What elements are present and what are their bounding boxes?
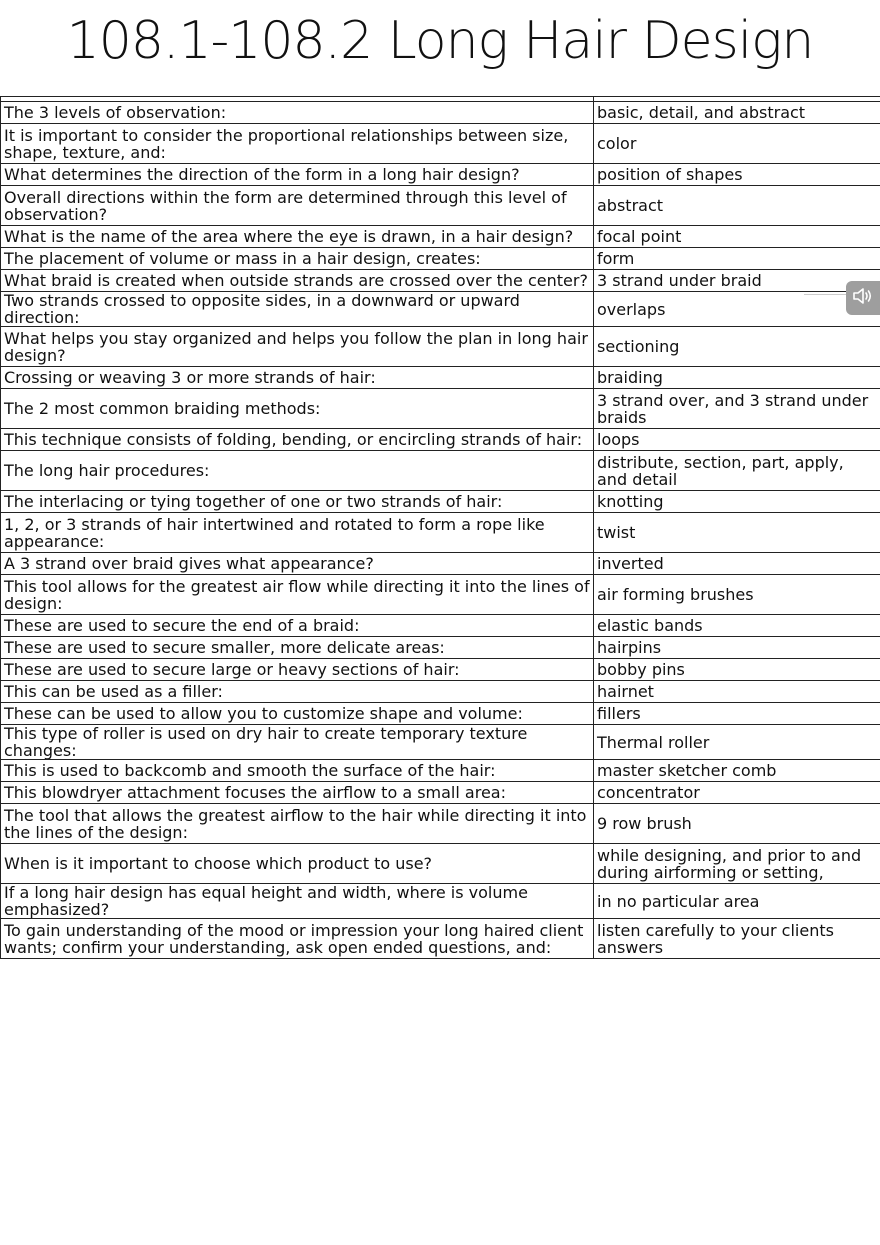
table-row (1, 575, 880, 615)
definition-cell: inverted (594, 553, 880, 575)
definition-cell: form (594, 248, 880, 270)
definition-cell: basic, detail, and abstract (594, 102, 880, 124)
definition-cell: bobby pins (594, 659, 880, 681)
term-cell: These are used to secure large or heavy sections of hair: (1, 659, 594, 681)
table-row (1, 513, 880, 553)
table-row (1, 884, 880, 919)
table-row (1, 164, 880, 186)
flashcard-table (0, 96, 880, 959)
term-cell: The tool that allows the greatest airflow to the hair while directing it into the lines of the design: (1, 804, 594, 844)
definition-cell: focal point (594, 226, 880, 248)
definition-cell: sectioning (594, 327, 880, 367)
term-cell: The long hair procedures: (1, 451, 594, 491)
table-row (1, 681, 880, 703)
definition-cell: concentrator (594, 782, 880, 804)
definition-cell: in no particular area (594, 884, 880, 919)
speaker-icon (852, 286, 874, 310)
definition-cell: 3 strand under braid (594, 270, 880, 292)
definition-cell: hairnet (594, 681, 880, 703)
term-cell: This tool allows for the greatest air flow while directing it into the lines of design: (1, 575, 594, 615)
term-cell: When is it important to choose which product to use? (1, 844, 594, 884)
table-row (1, 270, 880, 292)
table-row (1, 615, 880, 637)
audio-divider (804, 294, 846, 295)
definition-cell: knotting (594, 491, 880, 513)
table-row (1, 804, 880, 844)
term-cell: What is the name of the area where the eye is drawn, in a hair design? (1, 226, 594, 248)
definition-cell: hairpins (594, 637, 880, 659)
term-cell: These are used to secure the end of a braid: (1, 615, 594, 637)
table-row (1, 226, 880, 248)
term-cell: This type of roller is used on dry hair to create temporary texture changes: (1, 725, 594, 760)
definition-cell: 3 strand over, and 3 strand under braids (594, 389, 880, 429)
term-cell: Crossing or weaving 3 or more strands of hair: (1, 367, 594, 389)
definition-cell: braiding (594, 367, 880, 389)
term-cell: The placement of volume or mass in a hair design, creates: (1, 248, 594, 270)
term-cell: What helps you stay organized and helps you follow the plan in long hair design? (1, 327, 594, 367)
page-title: 108.1-108.2 Long Hair Design (66, 11, 814, 71)
term-cell: What determines the direction of the form in a long hair design? (1, 164, 594, 186)
definition-cell: master sketcher comb (594, 760, 880, 782)
flashcard-table-container (0, 96, 880, 959)
table-row (1, 429, 880, 451)
term-cell: Overall directions within the form are determined through this level of observation? (1, 186, 594, 226)
table-row (1, 553, 880, 575)
term-cell: These can be used to allow you to customize shape and volume: (1, 703, 594, 725)
definition-cell: position of shapes (594, 164, 880, 186)
definition-cell: Thermal roller (594, 725, 880, 760)
definition-cell: overlaps (594, 292, 880, 327)
definition-cell: 9 row brush (594, 804, 880, 844)
table-row (1, 782, 880, 804)
term-cell: The 2 most common braiding methods: (1, 389, 594, 429)
term-cell: A 3 strand over braid gives what appearance? (1, 553, 594, 575)
term-cell: If a long hair design has equal height and width, where is volume emphasized? (1, 884, 594, 919)
term-cell: This can be used as a filler: (1, 681, 594, 703)
table-row (1, 703, 880, 725)
definition-cell: loops (594, 429, 880, 451)
term-cell: This is used to backcomb and smooth the surface of the hair: (1, 760, 594, 782)
table-row (1, 725, 880, 760)
table-row (1, 389, 880, 429)
definition-cell: twist (594, 513, 880, 553)
term-cell: The interlacing or tying together of one or two strands of hair: (1, 491, 594, 513)
term-cell: The 3 levels of observation: (1, 102, 594, 124)
table-row (1, 367, 880, 389)
term-cell: These are used to secure smaller, more delicate areas: (1, 637, 594, 659)
definition-cell: abstract (594, 186, 880, 226)
table-row (1, 491, 880, 513)
definition-cell: while designing, and prior to and during airforming or setting, (594, 844, 880, 884)
table-row (1, 248, 880, 270)
term-cell: What braid is created when outside strands are crossed over the center? (1, 270, 594, 292)
definition-cell: fillers (594, 703, 880, 725)
table-row (1, 659, 880, 681)
table-row (1, 844, 880, 884)
definition-cell: elastic bands (594, 615, 880, 637)
table-row (1, 102, 880, 124)
term-cell: It is important to consider the proportional relationships between size, shape, texture, and: (1, 124, 594, 164)
definition-cell: air forming brushes (594, 575, 880, 615)
definition-cell: color (594, 124, 880, 164)
table-row (1, 451, 880, 491)
table-row (1, 327, 880, 367)
term-cell: This technique consists of folding, bending, or encircling strands of hair: (1, 429, 594, 451)
definition-cell: listen carefully to your clients answers (594, 919, 880, 959)
term-cell: 1, 2, or 3 strands of hair intertwined and rotated to form a rope like appearance: (1, 513, 594, 553)
term-cell: To gain understanding of the mood or impression your long haired client wants; confirm your understanding, ask open ended questions, and: (1, 919, 594, 959)
term-cell: This blowdryer attachment focuses the airflow to a small area: (1, 782, 594, 804)
definition-cell: distribute, section, part, apply, and detail (594, 451, 880, 491)
table-row (1, 637, 880, 659)
term-cell: Two strands crossed to opposite sides, in a downward or upward direction: (1, 292, 594, 327)
table-row (1, 124, 880, 164)
table-row (1, 186, 880, 226)
table-row (1, 919, 880, 959)
audio-button[interactable] (846, 281, 880, 315)
table-row (1, 760, 880, 782)
table-row (1, 292, 880, 327)
